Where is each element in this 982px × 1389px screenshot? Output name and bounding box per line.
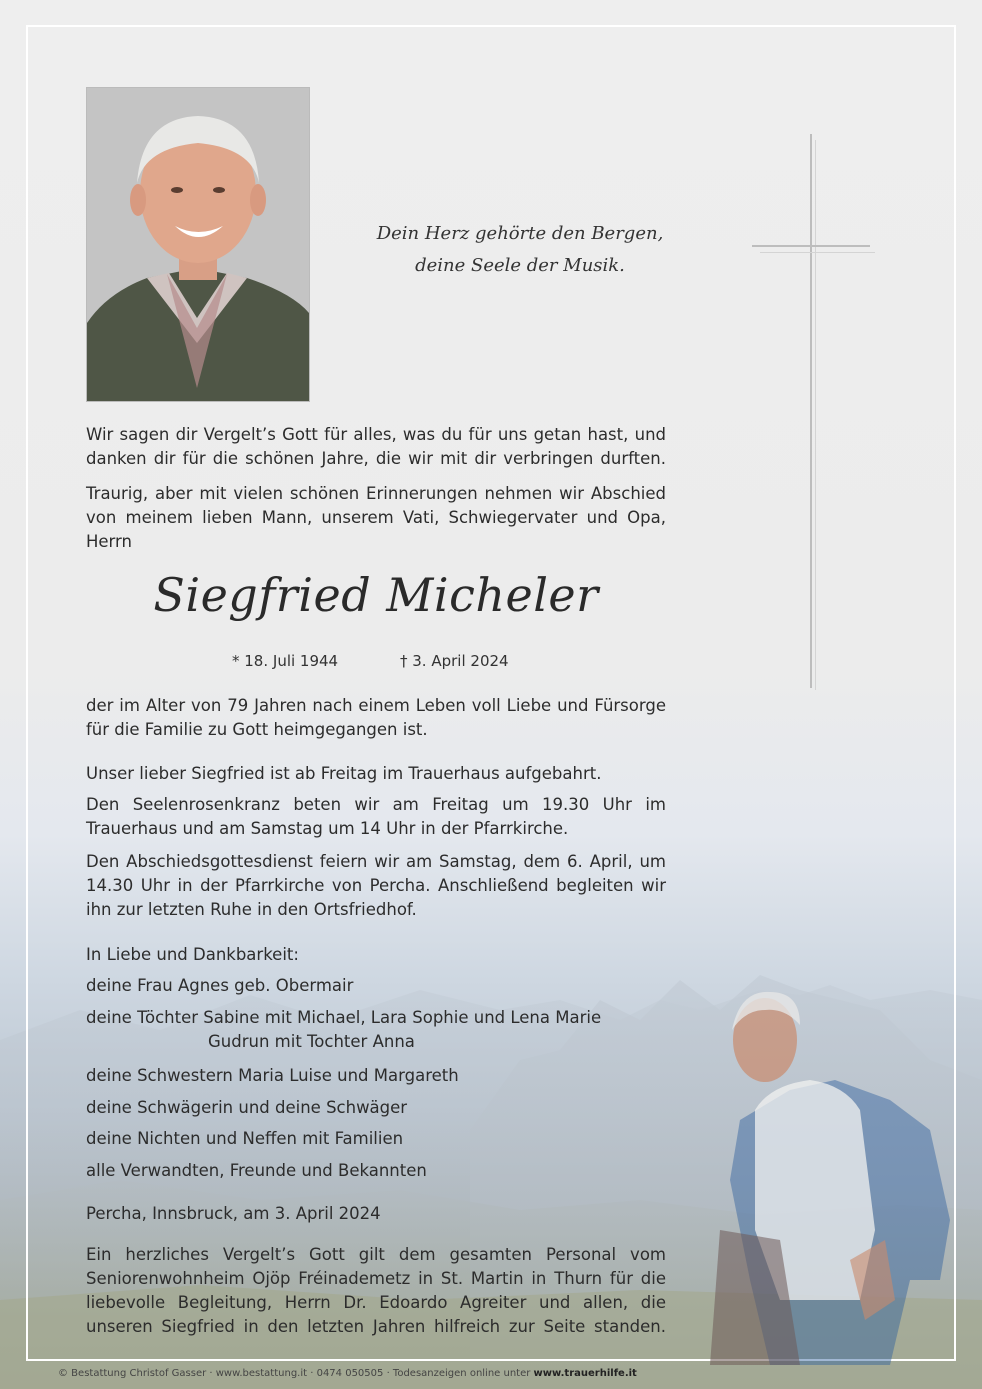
place-date bbox=[86, 1202, 666, 1226]
text-line: Herrn bbox=[86, 532, 133, 551]
text-line: Gudrun mit Tochter Anna bbox=[208, 1032, 415, 1051]
text-line: ihn zur letzten Ruhe in den Ortsfriedhof. bbox=[86, 900, 417, 919]
text-line: Ein herzliches Vergelt’s Gott gilt dem gesamten Personal vom bbox=[86, 1245, 666, 1264]
text-line: Trauerhaus und am Samstag um 14 Uhr in der Pfarrkirche. bbox=[86, 819, 569, 838]
text-line: Wir sagen dir Vergelt’s Gott für alles, was du für uns getan hast, und bbox=[86, 425, 666, 444]
birth-date: * 18. Juli 1944 bbox=[232, 652, 339, 670]
portrait-photo bbox=[86, 87, 310, 402]
deceased-name: Siegfried Micheler bbox=[153, 568, 599, 622]
cross-beam-shadow bbox=[760, 252, 875, 253]
text-line: 14.30 Uhr in der Pfarrkirche von Percha. Anschließend begleiten wir bbox=[86, 876, 666, 895]
farewell-paragraph bbox=[86, 482, 666, 554]
footer-link[interactable]: www.trauerhilfe.it bbox=[533, 1368, 637, 1379]
text-line: deine Schwestern Maria Luise und Margareth bbox=[86, 1066, 459, 1085]
cross-shadow bbox=[815, 140, 816, 690]
death-date: † 3. April 2024 bbox=[400, 652, 509, 670]
mourner-daughters bbox=[86, 1006, 666, 1054]
service-paragraph bbox=[86, 850, 666, 922]
viewing-paragraph bbox=[86, 762, 666, 786]
age-paragraph bbox=[86, 694, 666, 742]
text-line: von meinem lieben Mann, unserem Vati, Schwiegervater und Opa, bbox=[86, 508, 666, 527]
final-thanks-paragraph bbox=[86, 1243, 666, 1339]
text-line: der im Alter von 79 Jahren nach einem Leben voll Liebe und Fürsorge bbox=[86, 696, 666, 715]
mourner-wife bbox=[86, 974, 666, 998]
hiker-photo bbox=[660, 980, 960, 1365]
text-line: unseren Siegfried in den letzten Jahren hilfreich zur Seite standen. bbox=[86, 1317, 666, 1336]
text-line: In Liebe und Dankbarkeit: bbox=[86, 945, 299, 964]
text-line: deine Nichten und Neffen mit Familien bbox=[86, 1129, 404, 1148]
memorial-quote bbox=[330, 218, 710, 282]
text-line: deine Töchter Sabine mit Michael, Lara Sophie und Lena Marie bbox=[86, 1008, 602, 1027]
quote-line: deine Seele der Musik. bbox=[415, 255, 625, 276]
cross-icon bbox=[810, 134, 812, 688]
text-line: Seniorenwohnheim Ojöp Fréinademetz in St. Martin in Thurn für die bbox=[86, 1269, 666, 1288]
text-line: Den Seelenrosenkranz beten wir am Freitag um 19.30 Uhr im bbox=[86, 795, 666, 814]
mourner-inlaws bbox=[86, 1096, 666, 1120]
rosary-paragraph bbox=[86, 793, 666, 841]
text-line: alle Verwandten, Freunde und Bekannten bbox=[86, 1161, 427, 1180]
text-line: Percha, Innsbruck, am 3. April 2024 bbox=[86, 1204, 381, 1223]
footer bbox=[58, 1368, 637, 1379]
quote-line: Dein Herz gehörte den Bergen, bbox=[376, 223, 664, 244]
footer-text: © Bestattung Christof Gasser · www.bestattung.it · 0474 050505 · Todesanzeigen online unter bbox=[58, 1368, 534, 1379]
text-line: deine Schwägerin und deine Schwäger bbox=[86, 1098, 408, 1117]
mourner-sisters bbox=[86, 1064, 666, 1088]
mourners-intro bbox=[86, 943, 666, 967]
mourner-nieces bbox=[86, 1127, 666, 1151]
text-line: für die Familie zu Gott heimgegangen ist. bbox=[86, 720, 428, 739]
text-line: danken dir für die schönen Jahre, die wir mit dir verbringen durften. bbox=[86, 449, 666, 468]
text-line: Unser lieber Siegfried ist ab Freitag im Trauerhaus aufgebahrt. bbox=[86, 764, 602, 783]
mourner-relatives bbox=[86, 1159, 666, 1183]
cross-beam bbox=[752, 245, 870, 247]
text-line: Den Abschiedsgottesdienst feiern wir am Samstag, dem 6. April, um bbox=[86, 852, 666, 871]
text-line: liebevolle Begleitung, Herrn Dr. Edoardo Agreiter und allen, die bbox=[86, 1293, 666, 1312]
thanks-paragraph bbox=[86, 423, 666, 471]
text-line: deine Frau Agnes geb. Obermair bbox=[86, 976, 354, 995]
text-line: Traurig, aber mit vielen schönen Erinnerungen nehmen wir Abschied bbox=[86, 484, 666, 503]
